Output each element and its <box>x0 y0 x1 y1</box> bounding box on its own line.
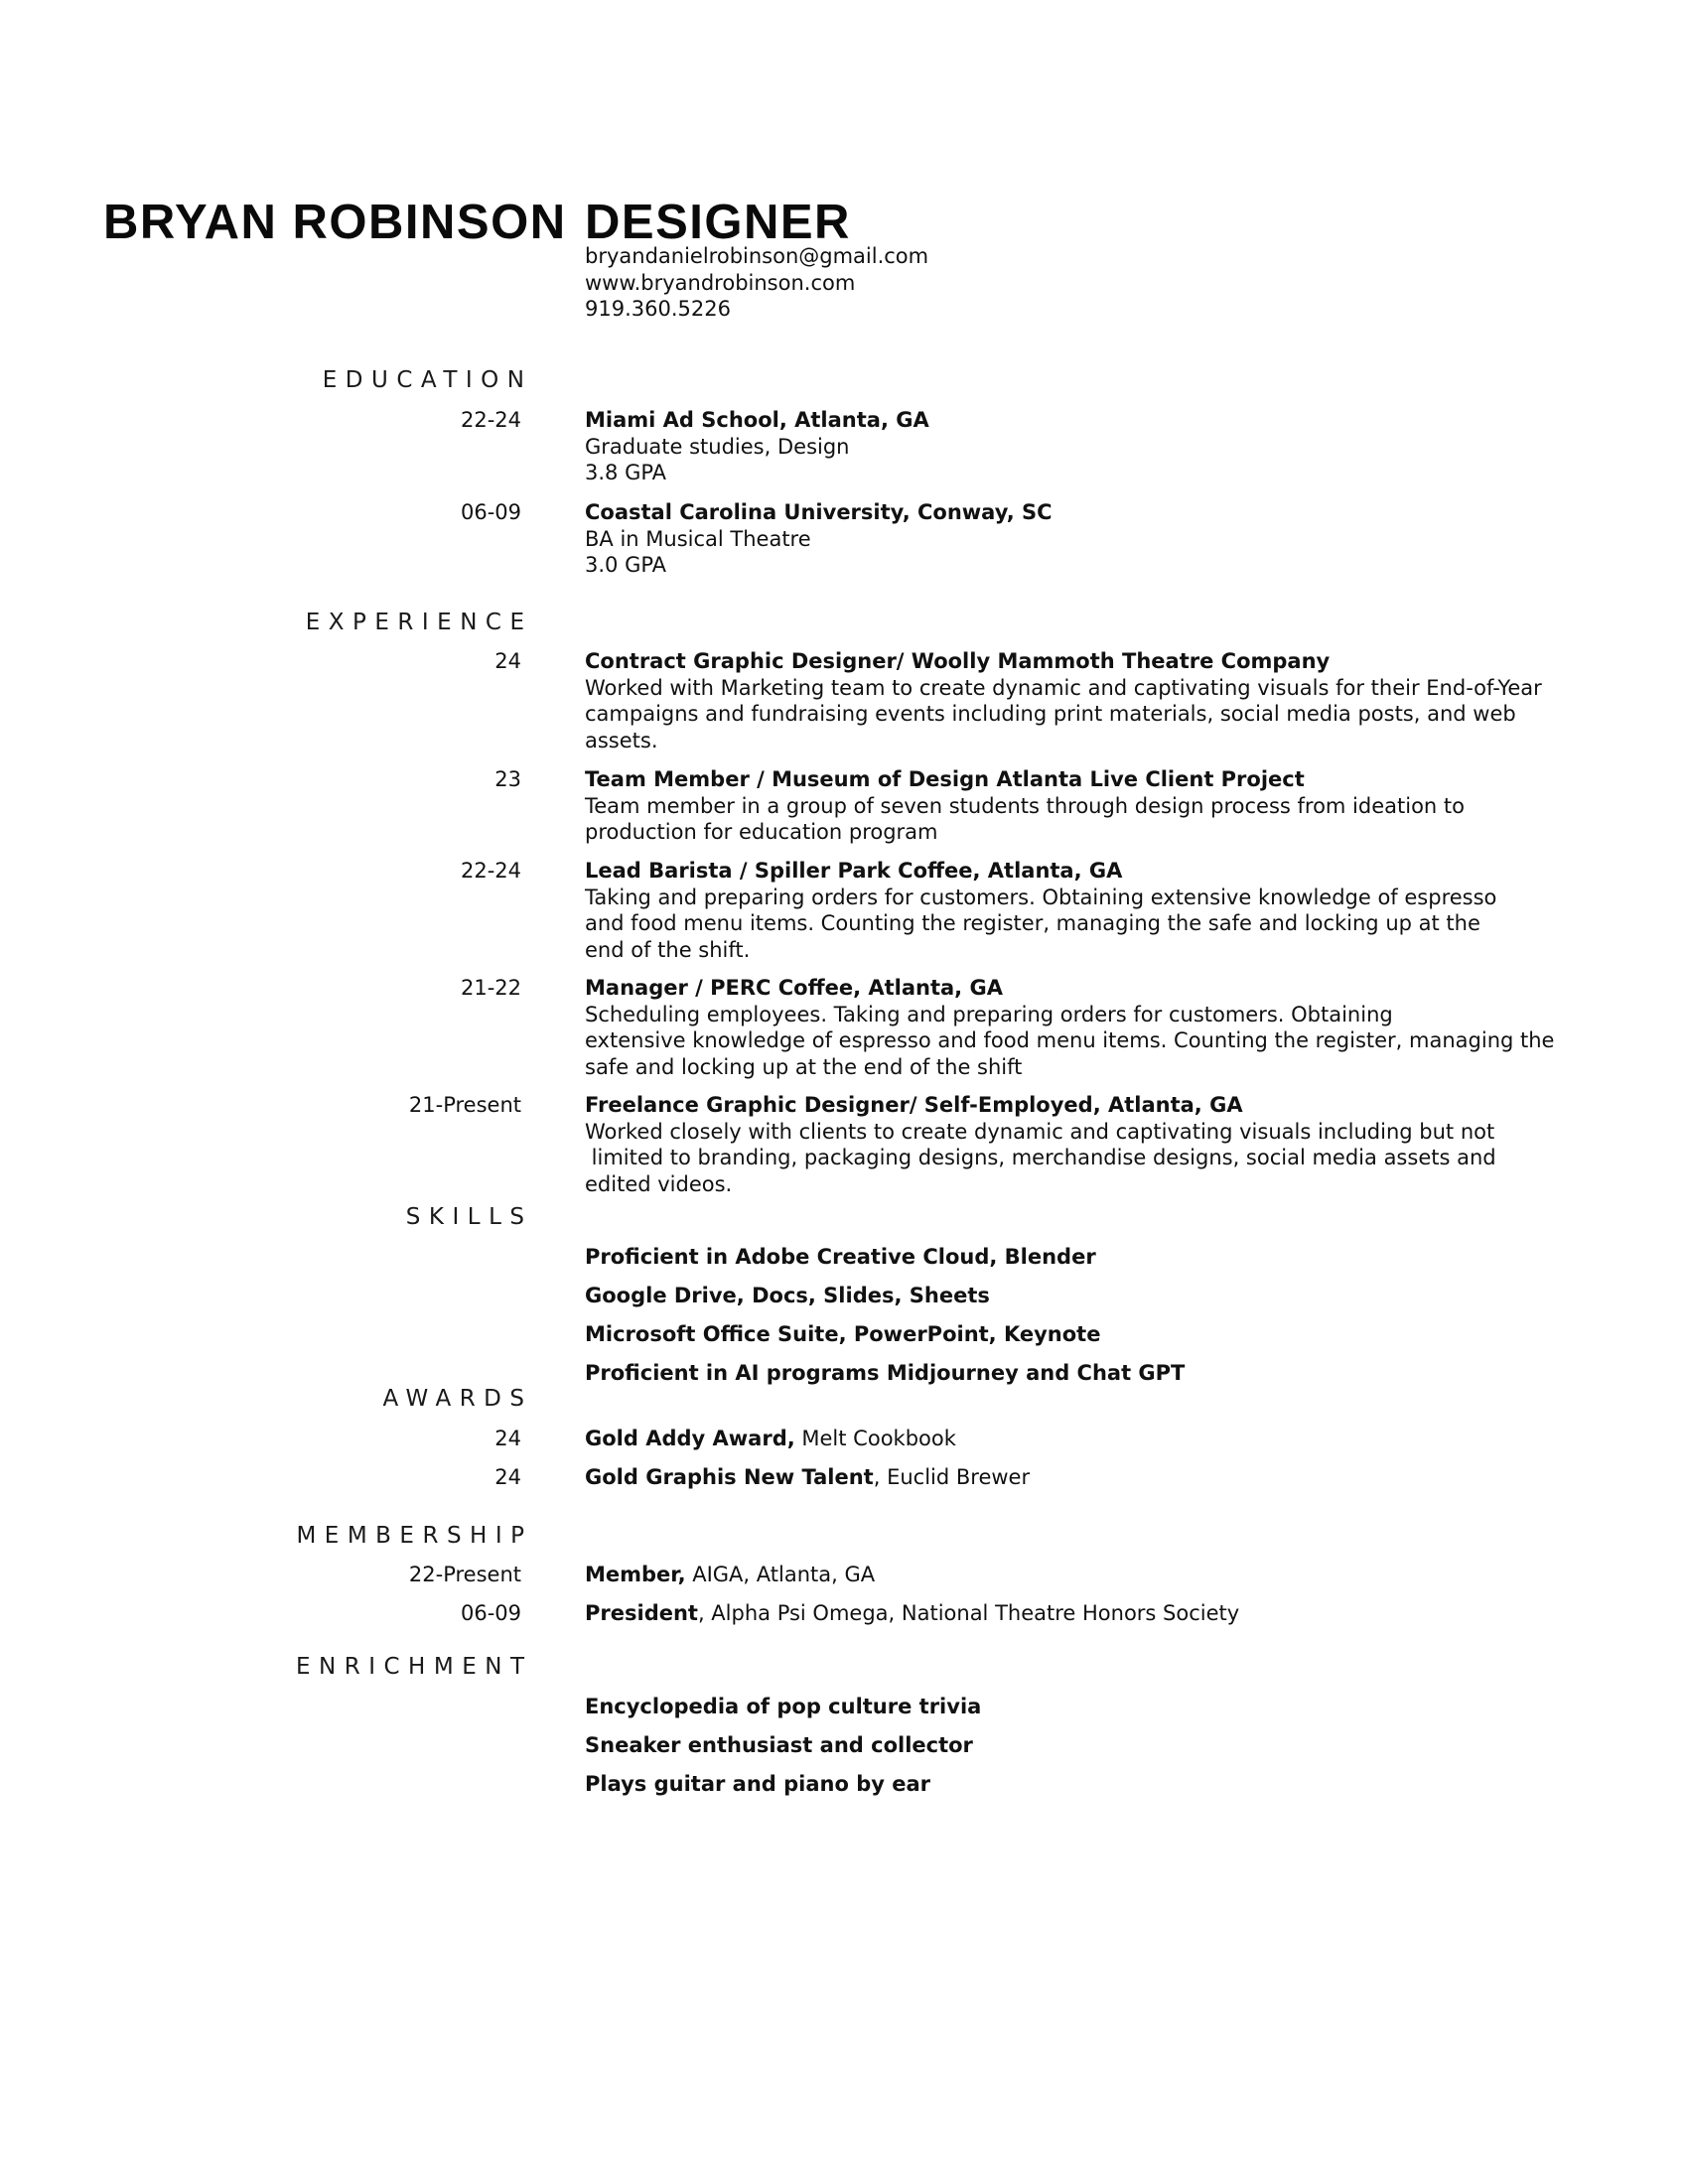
experience-detail: production for education program <box>585 820 938 844</box>
membership-item <box>585 1600 1239 1627</box>
award-detail: Melt Cookbook <box>794 1427 956 1450</box>
education-date: 06-09 <box>460 500 521 524</box>
membership-date: 06-09 <box>460 1601 521 1625</box>
experience-entry <box>585 975 1555 1080</box>
experience-title: Manager / PERC Coffee, Atlanta, GA <box>585 976 1003 1000</box>
experience-date: 23 <box>494 767 521 791</box>
education-detail: BA in Musical Theatre <box>585 526 811 551</box>
experience-entry <box>585 1092 1538 1197</box>
education-date: 22-24 <box>460 408 521 432</box>
education-detail: Graduate studies, Design <box>585 434 850 459</box>
resume-role: DESIGNER <box>585 196 851 249</box>
education-title: Coastal Carolina University, Conway, SC <box>585 500 1053 524</box>
contact-website[interactable]: www.bryandrobinson.com <box>585 270 856 295</box>
membership-title: President <box>585 1601 698 1625</box>
skill-item: Proficient in AI programs Midjourney and Chat GPT <box>585 1361 1186 1385</box>
experience-title: Contract Graphic Designer/ Woolly Mammoth Theatre Company <box>585 649 1331 673</box>
experience-entry <box>585 648 1542 753</box>
experience-detail: end of the shift. <box>585 937 751 962</box>
skill-item: Proficient in Adobe Creative Cloud, Blender <box>585 1245 1096 1269</box>
award-item <box>585 1426 956 1452</box>
skills-heading: SKILLS <box>405 1204 533 1230</box>
enrichment-heading: ENRICHMENT <box>296 1654 533 1680</box>
experience-entry <box>585 858 1538 963</box>
education-detail: 3.0 GPA <box>585 553 667 577</box>
experience-detail: extensive knowledge of espresso and food menu items. Counting the register, managing the <box>585 1028 1555 1052</box>
contact-phone: 919.360.5226 <box>585 297 731 321</box>
enrichment-item: Sneaker enthusiast and collector <box>585 1733 973 1757</box>
experience-date: 21-22 <box>460 976 521 1000</box>
experience-detail: Worked with Marketing team to create dynamic and captivating visuals for their End-of-Year <box>585 675 1542 700</box>
education-title: Miami Ad School, Atlanta, GA <box>585 408 929 432</box>
experience-detail: Worked closely with clients to create dynamic and captivating visuals including but not <box>585 1119 1495 1144</box>
contact-email[interactable]: bryandanielrobinson@gmail.com <box>585 244 929 268</box>
experience-title: Team Member / Museum of Design Atlanta Live Client Project <box>585 767 1305 791</box>
experience-detail: and food menu items. Counting the register, managing the safe and locking up at the <box>585 911 1480 935</box>
education-entry <box>585 407 1538 486</box>
experience-detail: edited videos. <box>585 1171 733 1196</box>
membership-heading: MEMBERSHIP <box>296 1523 533 1549</box>
experience-date: 21-Present <box>408 1093 521 1117</box>
membership-title: Member, <box>585 1563 686 1586</box>
membership-detail: , Alpha Psi Omega, National Theatre Honors Society <box>697 1601 1240 1625</box>
enrichment-item: Plays guitar and piano by ear <box>585 1772 931 1796</box>
experience-title: Lead Barista / Spiller Park Coffee, Atlanta, GA <box>585 859 1123 883</box>
award-date: 24 <box>494 1465 521 1489</box>
experience-detail: safe and locking up at the end of the shift <box>585 1054 1023 1079</box>
experience-detail: assets. <box>585 728 658 752</box>
award-date: 24 <box>494 1427 521 1450</box>
experience-date: 24 <box>494 649 521 673</box>
experience-detail: campaigns and fundraising events including print materials, social media posts, and web <box>585 702 1516 726</box>
membership-item <box>585 1562 875 1588</box>
experience-date: 22-24 <box>460 859 521 883</box>
awards-heading: AWARDS <box>382 1386 533 1412</box>
membership-detail: AIGA, Atlanta, GA <box>685 1563 876 1586</box>
skill-item: Google Drive, Docs, Slides, Sheets <box>585 1284 990 1307</box>
award-item <box>585 1464 1030 1491</box>
membership-date: 22-Present <box>408 1563 521 1586</box>
experience-heading: EXPERIENCE <box>305 610 533 635</box>
experience-detail: Scheduling employees. Taking and preparing orders for customers. Obtaining <box>585 1002 1393 1026</box>
skill-item: Microsoft Office Suite, PowerPoint, Keynote <box>585 1322 1101 1346</box>
resume-name: BRYAN ROBINSON <box>103 196 567 249</box>
enrichment-item: Encyclopedia of pop culture trivia <box>585 1695 982 1718</box>
award-title: Gold Addy Award, <box>585 1427 795 1450</box>
education-detail: 3.8 GPA <box>585 461 667 484</box>
contact-block <box>585 243 928 323</box>
experience-entry <box>585 766 1538 846</box>
experience-detail: Team member in a group of seven students through design process from ideation to <box>585 793 1465 818</box>
experience-title: Freelance Graphic Designer/ Self-Employed, Atlanta, GA <box>585 1093 1243 1117</box>
education-heading: EDUCATION <box>322 367 533 393</box>
education-entry <box>585 499 1538 579</box>
award-title: Gold Graphis New Talent <box>585 1465 874 1489</box>
experience-detail: Taking and preparing orders for customers. Obtaining extensive knowledge of espresso <box>585 885 1497 909</box>
experience-detail: limited to branding, packaging designs, merchandise designs, social media assets and <box>585 1146 1496 1169</box>
award-detail: , Euclid Brewer <box>873 1465 1031 1489</box>
